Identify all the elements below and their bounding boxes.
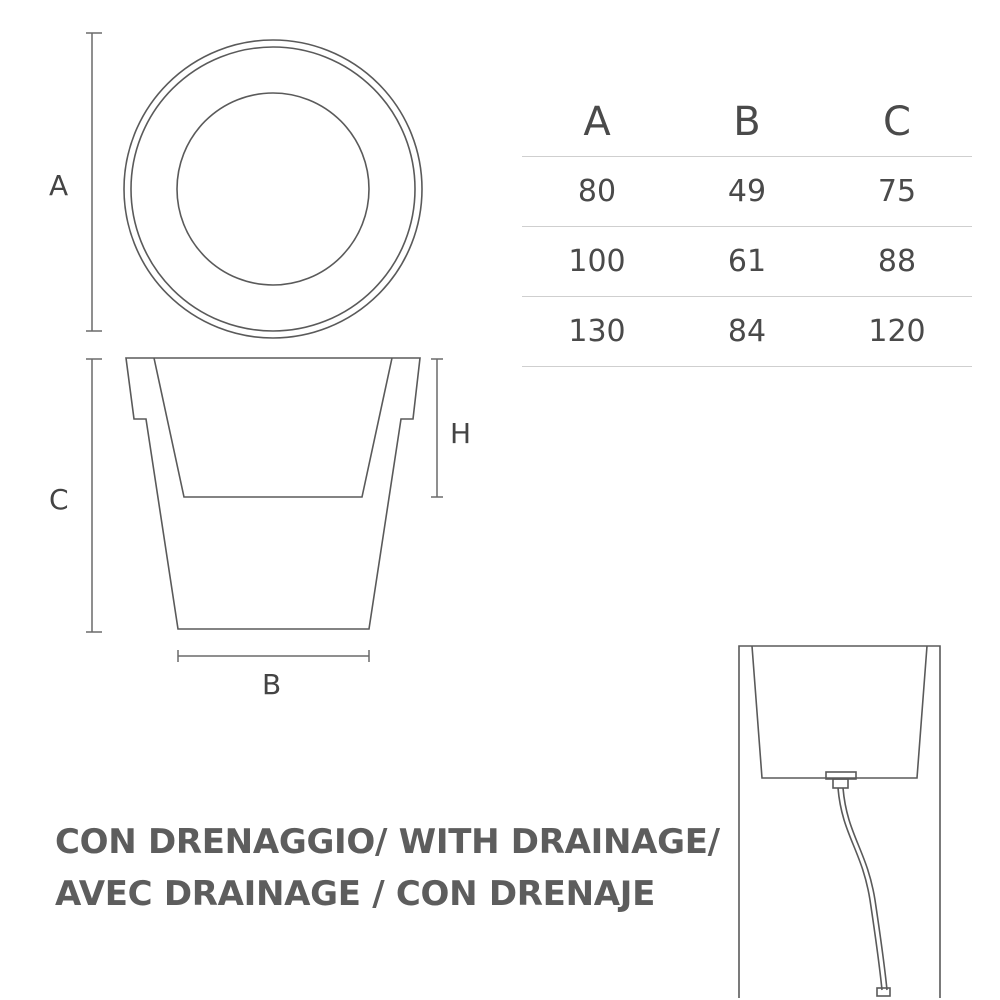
table-header-cell: B <box>733 99 761 145</box>
drainage-caption <box>55 816 735 920</box>
table-cell: 84 <box>727 314 767 349</box>
dimension-h-line <box>431 359 443 497</box>
table-cell: 80 <box>577 174 617 209</box>
label-h: H <box>450 417 472 450</box>
pot-inner-opening <box>177 93 369 285</box>
label-c: C <box>49 483 69 516</box>
label-b: B <box>262 668 282 701</box>
dimension-c-line <box>86 359 102 632</box>
pot-side-view <box>126 358 420 629</box>
drain-hose-end <box>877 988 890 996</box>
drain-connector <box>833 779 848 788</box>
table-cell: 61 <box>727 244 767 279</box>
dimensions-table <box>522 88 972 367</box>
table-row <box>522 157 972 227</box>
table-header-row <box>522 88 972 157</box>
pot-rim-inner-edge <box>131 47 415 331</box>
table-row <box>522 297 972 367</box>
table-cell: 120 <box>868 314 926 349</box>
pot-outer-rim <box>124 40 422 338</box>
pot-inner-liner <box>154 358 392 497</box>
table-row <box>522 227 972 297</box>
table-cell: 130 <box>568 314 626 349</box>
table-cell: 49 <box>727 174 767 209</box>
dimension-a-line <box>86 33 102 331</box>
pot-side-outline <box>126 358 420 629</box>
drainage-inner-liner <box>752 646 927 778</box>
drainage-section-drawing <box>739 646 940 998</box>
drainage-pot-outline <box>739 646 940 998</box>
table-cell: 100 <box>568 244 626 279</box>
drainage-caption-line-2: AVEC DRAINAGE / CON DRENAJE <box>55 874 656 914</box>
pot-top-view <box>124 40 422 338</box>
table-cell: 88 <box>877 244 917 279</box>
table-header-cell: C <box>883 99 911 145</box>
dimension-b-line <box>178 650 369 662</box>
drainage-caption-line-1: CON DRENAGGIO/ WITH DRAINAGE/ <box>55 822 720 862</box>
drain-hose-inner <box>843 788 887 990</box>
table-cell: 75 <box>877 174 917 209</box>
label-a: A <box>49 169 69 202</box>
table-header-cell: A <box>583 99 611 145</box>
drain-hose <box>838 788 882 990</box>
